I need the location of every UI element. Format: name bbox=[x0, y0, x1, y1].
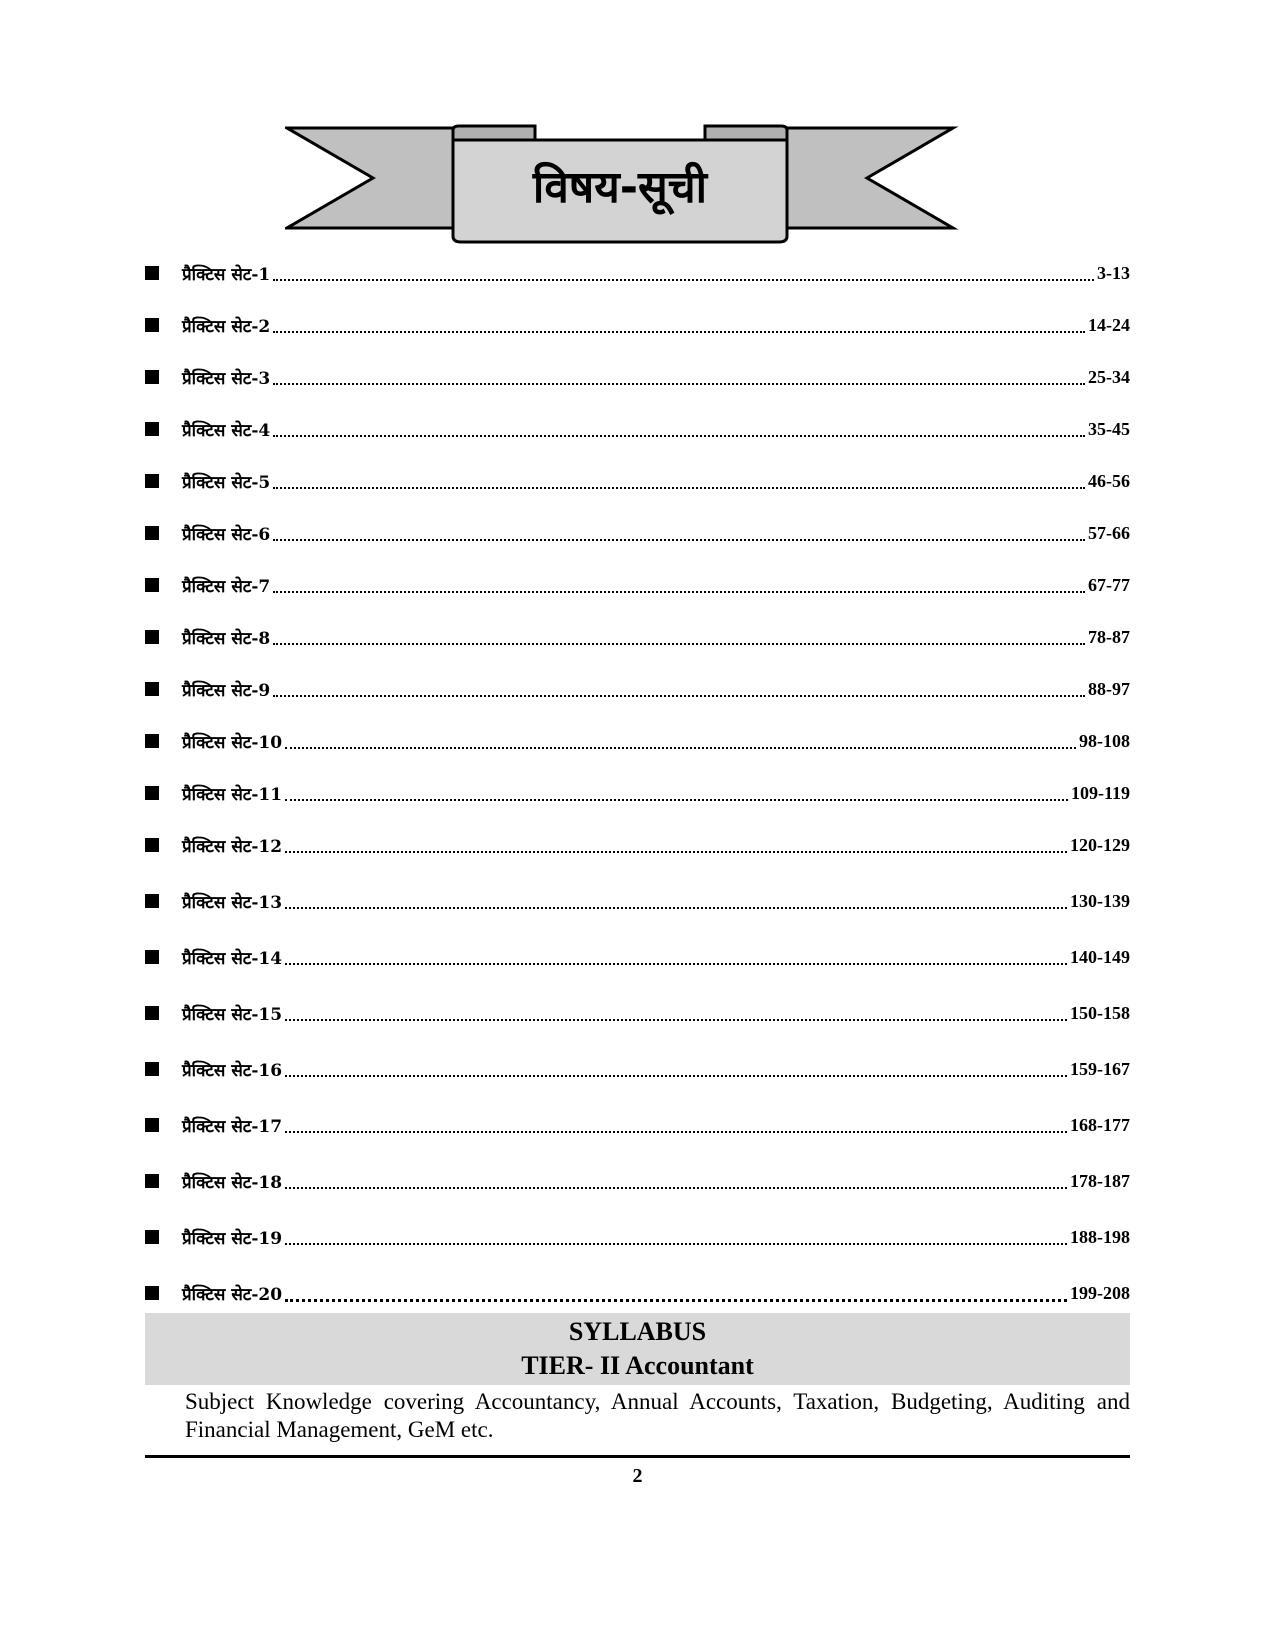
square-bullet-icon bbox=[145, 1174, 159, 1188]
dot-leader bbox=[273, 539, 1085, 541]
toc-pages: 140-149 bbox=[1070, 946, 1130, 967]
dot-leader bbox=[273, 279, 1094, 281]
dot-leader bbox=[285, 1243, 1067, 1245]
toc-pages: 130-139 bbox=[1070, 890, 1130, 911]
toc-pages: 188-198 bbox=[1070, 1226, 1130, 1247]
toc-pages: 88-97 bbox=[1088, 678, 1130, 699]
toc-label: प्रैक्टिस सेट-14 bbox=[182, 948, 283, 969]
toc-row[interactable] bbox=[145, 466, 1130, 496]
toc-pages: 78-87 bbox=[1088, 626, 1130, 647]
dot-leader bbox=[285, 1131, 1067, 1133]
toc-label: प्रैक्टिस सेट-15 bbox=[182, 1004, 283, 1025]
square-bullet-icon bbox=[145, 1286, 159, 1300]
toc-label: प्रैक्टिस सेट-9 bbox=[182, 680, 271, 701]
page-number: 2 bbox=[632, 1465, 643, 1487]
toc-label: प्रैक्टिस सेट-10 bbox=[182, 732, 283, 753]
toc-pages: 67-77 bbox=[1088, 574, 1130, 595]
toc-label: प्रैक्टिस सेट-3 bbox=[182, 368, 271, 389]
toc-pages: 178-187 bbox=[1070, 1170, 1130, 1191]
toc-pages: 199-208 bbox=[1070, 1282, 1130, 1303]
dot-leader bbox=[285, 851, 1067, 853]
toc-row[interactable] bbox=[145, 362, 1130, 392]
toc-row[interactable] bbox=[145, 518, 1130, 548]
toc-label: प्रैक्टिस सेट-7 bbox=[182, 576, 271, 597]
toc-label: प्रैक्टिस सेट-12 bbox=[182, 836, 283, 857]
toc-label: प्रैक्टिस सेट-4 bbox=[182, 420, 271, 441]
square-bullet-icon bbox=[145, 630, 159, 644]
toc-row[interactable] bbox=[145, 622, 1130, 652]
toc-label: प्रैक्टिस सेट-8 bbox=[182, 628, 271, 649]
toc-pages: 98-108 bbox=[1079, 730, 1130, 751]
title-banner bbox=[285, 118, 965, 253]
toc-pages: 120-129 bbox=[1070, 834, 1130, 855]
toc-label: प्रैक्टिस सेट-13 bbox=[182, 892, 283, 913]
toc-row[interactable] bbox=[145, 830, 1130, 860]
toc-row[interactable] bbox=[145, 726, 1130, 756]
toc-row[interactable] bbox=[145, 998, 1130, 1028]
syllabus-body: Subject Knowledge covering Accountancy, Annual Accounts, Taxation, Budgeting, Auditing and Financial Management, GeM etc. bbox=[185, 1389, 1130, 1442]
toc-label: प्रैक्टिस सेट-6 bbox=[182, 524, 271, 545]
dot-leader bbox=[285, 1075, 1067, 1077]
square-bullet-icon bbox=[145, 786, 159, 800]
toc-row[interactable] bbox=[145, 1166, 1130, 1196]
dot-leader bbox=[273, 331, 1085, 333]
dot-leader bbox=[285, 1299, 1067, 1302]
toc-label: प्रैक्टिस सेट-5 bbox=[182, 472, 271, 493]
square-bullet-icon bbox=[145, 266, 159, 280]
dot-leader bbox=[273, 695, 1085, 697]
toc-pages: 14-24 bbox=[1088, 314, 1130, 335]
toc-row[interactable] bbox=[145, 886, 1130, 916]
dot-leader bbox=[285, 747, 1076, 749]
dot-leader bbox=[273, 487, 1085, 489]
toc-row[interactable] bbox=[145, 1054, 1130, 1084]
dot-leader bbox=[273, 643, 1085, 645]
dot-leader bbox=[285, 799, 1068, 801]
dot-leader bbox=[285, 1019, 1067, 1021]
toc-pages: 57-66 bbox=[1088, 522, 1130, 543]
toc-row[interactable] bbox=[145, 258, 1130, 288]
square-bullet-icon bbox=[145, 1118, 159, 1132]
toc-pages: 46-56 bbox=[1088, 470, 1130, 491]
page-title: विषय-सूची bbox=[532, 162, 708, 213]
toc-pages: 150-158 bbox=[1070, 1002, 1130, 1023]
toc-label: प्रैक्टिस सेट-2 bbox=[182, 316, 271, 337]
toc-row[interactable] bbox=[145, 310, 1130, 340]
toc-pages: 168-177 bbox=[1070, 1114, 1130, 1135]
dot-leader bbox=[285, 1187, 1067, 1189]
toc-row[interactable] bbox=[145, 570, 1130, 600]
square-bullet-icon bbox=[145, 422, 159, 436]
toc-row[interactable] bbox=[145, 674, 1130, 704]
dot-leader bbox=[273, 383, 1085, 385]
square-bullet-icon bbox=[145, 1230, 159, 1244]
footer-divider bbox=[145, 1455, 1130, 1458]
toc-pages: 25-34 bbox=[1088, 366, 1130, 387]
square-bullet-icon bbox=[145, 318, 159, 332]
dot-leader bbox=[273, 435, 1085, 437]
square-bullet-icon bbox=[145, 578, 159, 592]
toc-row[interactable] bbox=[145, 778, 1130, 808]
square-bullet-icon bbox=[145, 1062, 159, 1076]
dot-leader bbox=[285, 963, 1067, 965]
toc-row[interactable] bbox=[145, 942, 1130, 972]
toc-row[interactable] bbox=[145, 414, 1130, 444]
square-bullet-icon bbox=[145, 734, 159, 748]
toc-row[interactable] bbox=[145, 1278, 1130, 1308]
syllabus-header bbox=[145, 1313, 1130, 1385]
square-bullet-icon bbox=[145, 526, 159, 540]
syllabus-subheading: TIER- II Accountant bbox=[521, 1351, 754, 1380]
square-bullet-icon bbox=[145, 838, 159, 852]
toc-label: प्रैक्टिस सेट-16 bbox=[182, 1060, 283, 1081]
square-bullet-icon bbox=[145, 370, 159, 384]
square-bullet-icon bbox=[145, 682, 159, 696]
square-bullet-icon bbox=[145, 950, 159, 964]
syllabus-heading: SYLLABUS bbox=[568, 1317, 707, 1346]
square-bullet-icon bbox=[145, 894, 159, 908]
toc-row[interactable] bbox=[145, 1110, 1130, 1140]
square-bullet-icon bbox=[145, 474, 159, 488]
toc-pages: 35-45 bbox=[1088, 418, 1130, 439]
toc-label: प्रैक्टिस सेट-18 bbox=[182, 1172, 283, 1193]
toc-pages: 3-13 bbox=[1097, 262, 1130, 283]
dot-leader bbox=[285, 907, 1067, 909]
toc-pages: 159-167 bbox=[1070, 1058, 1130, 1079]
square-bullet-icon bbox=[145, 1006, 159, 1020]
toc-label: प्रैक्टिस सेट-1 bbox=[182, 264, 271, 285]
toc-label: प्रैक्टिस सेट-17 bbox=[182, 1116, 283, 1137]
toc-pages: 109-119 bbox=[1070, 782, 1130, 803]
toc-label: प्रैक्टिस सेट-11 bbox=[182, 784, 283, 805]
toc-label: प्रैक्टिस सेट-19 bbox=[182, 1228, 283, 1249]
toc-label: प्रैक्टिस सेट-20 bbox=[182, 1284, 283, 1305]
dot-leader bbox=[273, 591, 1085, 593]
toc-row[interactable] bbox=[145, 1222, 1130, 1252]
